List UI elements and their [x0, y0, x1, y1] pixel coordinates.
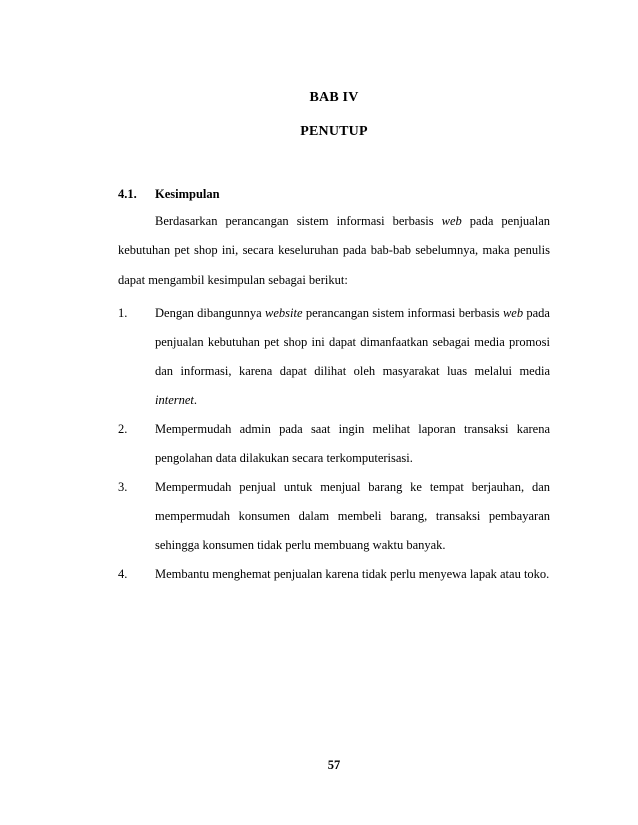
list-item-number: 1. — [118, 306, 128, 320]
list-item-number: 4. — [118, 567, 128, 581]
section-title: Kesimpulan — [155, 187, 220, 201]
list-item — [118, 415, 550, 473]
chapter-heading: BAB IV — [309, 90, 359, 105]
list-item — [118, 473, 550, 560]
intro-text: Berdasarkan perancangan sistem informasi berbasis web pada penjualan kebutuhan pet shop ini, secara keseluruhan pada bab-bab sebelumnya, maka penulis dapat mengambil kesimpulan sebagai berikut: — [118, 214, 551, 287]
list-item-number: 3. — [118, 480, 128, 494]
chapter-title: PENUTUP — [300, 124, 368, 139]
list-item-text: Membantu menghemat penjualan karena tidak perlu menyewa lapak atau toko. — [155, 567, 550, 581]
list-item-number: 2. — [118, 422, 128, 436]
list-item-text: Mempermudah penjual untuk menjual barang ke tempat berjauhan, dan mempermudah konsumen dalam membeli barang, transaksi pembayaran sehingga konsumen tidak perlu membuang waktu banyak. — [155, 480, 550, 552]
list-item — [118, 299, 550, 415]
list-item-text: Mempermudah admin pada saat ingin melihat laporan transaksi karena pengolahan data dilakukan secara terkomputerisasi. — [155, 422, 550, 465]
page-number: 57 — [327, 758, 341, 772]
list-item — [118, 560, 550, 589]
section-heading — [118, 187, 220, 202]
section-number: 4.1. — [118, 187, 137, 201]
list-item-text: Dengan dibangunnya website perancangan sistem informasi berbasis web pada penjualan kebutuhan pet shop ini dapat dimanfaatkan sebagai media promosi dan informasi, karena dapat dilihat oleh masyarakat luas melalui media internet. — [155, 306, 550, 407]
intro-paragraph — [118, 207, 550, 295]
